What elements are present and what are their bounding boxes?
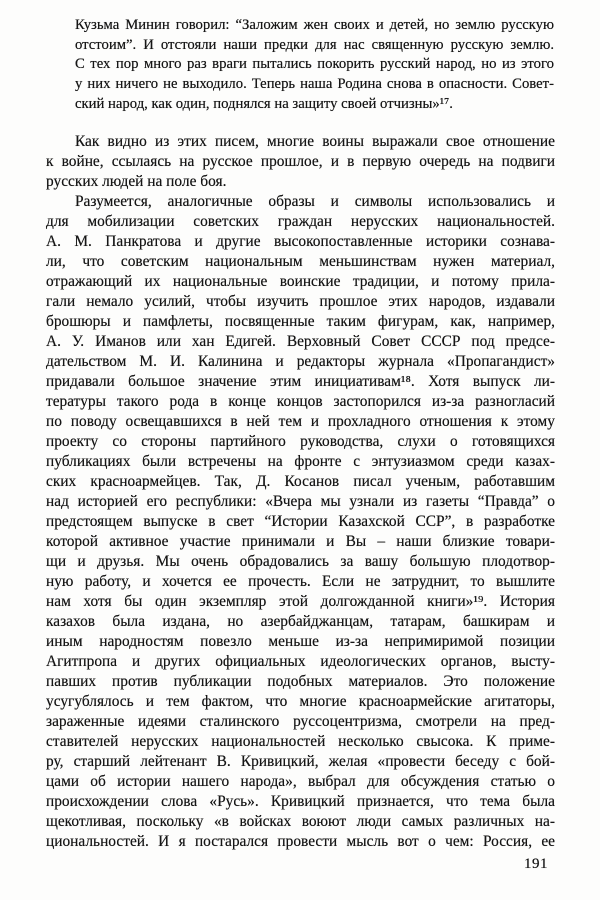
text-line: А. У. Иманов или хан Едигей. Верховный Совет СССР под предсе- [46, 333, 555, 350]
paragraph [46, 192, 555, 852]
text-line: Разумеется, аналогичные образы и символы использовались и [75, 193, 555, 210]
text-line: отражающий их национальные воинские традиции, и потому прила- [46, 273, 555, 290]
text-line: Как видно из этих писем, многие воины выражали свое отношение [75, 133, 555, 150]
text-line: цами об истории нашего народа», выбрал для обсуждения статью о [46, 773, 555, 790]
text-line: усугублялось и тем фактом, что многие красноармейские агитаторы, [46, 693, 555, 710]
text-line: зараженные идеями сталинского руссоцентризма, смотрели на пред- [46, 713, 555, 730]
text-line: иным народностям повезло меньше из-за непримиримой позиции [46, 633, 555, 650]
text-line: казахов была издана, но азербайджанцам, татарам, башкирам и [46, 613, 555, 630]
text-line: С тех пор много раз враги пытались покорить русский народ, но из этого [75, 56, 554, 73]
text-line: щи и друзья. Мы очень обрадовались за вашу большую плодотвор- [46, 553, 555, 570]
text-line: нам хотя бы один экземпляр этой долгожданной книги»¹⁹. История [46, 593, 555, 610]
text-line: публикациях были встречены на фронте с энтузиазмом среди казах- [46, 453, 555, 470]
text-line: ский народ, как один, поднялся на защиту своей отчизны»¹⁷. [75, 95, 453, 112]
body-text [46, 132, 555, 852]
text-line: предстоящем выпуске в свет “Истории Казахской ССР”, в разработке [46, 513, 555, 530]
text-line: тературы такого рода в конце концов застопорился из-за разногласий [46, 393, 555, 410]
text-line: ную работу, и хочется ее прочесть. Если не затруднит, то вышлите [46, 573, 555, 590]
text-line: которой активное участие принимали и Вы – наши близкие товари- [46, 533, 555, 550]
text-line: щекотливая, поскольку «в войсках воюют люди самых различных на- [46, 813, 555, 830]
text-line: Агитпропа и других официальных идеологических органов, высту- [46, 653, 555, 670]
text-line: ру, старший лейтенант В. Кривицкий, желая «провести беседу с бой- [46, 753, 555, 770]
block-quote [75, 16, 554, 115]
text-line: ли, что советским национальным меньшинствам нужен материал, [46, 253, 555, 270]
text-line: дательством М. И. Калинина и редакторы журнала «Пропагандист» [46, 353, 555, 370]
text-line: для мобилизации советских граждан нерусских национальностей. [46, 213, 555, 230]
text-line: ских красноармейцев. Так, Д. Косанов писал ученым, работавшим [46, 473, 555, 490]
text-line: над историей его республики: «Вчера мы узнали из газеты “Правда” о [46, 493, 555, 510]
text-line: придавали большое значение этим инициативам¹⁸. Хотя выпуск ли- [46, 373, 555, 390]
text-line: русских людей на поле боя. [46, 173, 227, 190]
text-line: ставителей нерусских национальностей несколько свысока. К приме- [46, 733, 555, 750]
text-line: у них ничего не выходило. Теперь наша Родина снова в опасности. Совет- [75, 76, 554, 93]
text-line: отстоим”. И отстояли наши предки для нас священную русскую землю. [75, 36, 554, 53]
text-line: к войне, ссылаясь на русское прошлое, и в первую очередь на подвиги [46, 153, 555, 170]
page-number: 191 [524, 856, 548, 872]
paragraph [46, 132, 555, 192]
text-line: брошюры и памфлеты, посвященные таким фигурам, как, например, [46, 313, 555, 330]
text-line: гали немало усилий, чтобы изучить прошлое этих народов, издавали [46, 293, 555, 310]
text-line: проекту со стороны партийного руководства, слухи о готовящихся [46, 433, 555, 450]
text-line: Кузьма Минин говорил: “Заложим жен своих и детей, но землю русскую [75, 17, 554, 33]
text-line: происхождении слова «Русь». Кривицкий признается, что тема была [46, 793, 555, 810]
text-line: А. М. Панкратова и другие высокопоставленные историки сознава- [46, 233, 555, 250]
text-line: павших против публикации подобных материалов. Это положение [46, 673, 555, 690]
text-line: по поводу освещавшихся в ней тем и прохладного отношения к этому [46, 413, 555, 430]
text-line: циональностей. И я постарался провести мысль вот о чем: Россия, ее [46, 833, 555, 850]
